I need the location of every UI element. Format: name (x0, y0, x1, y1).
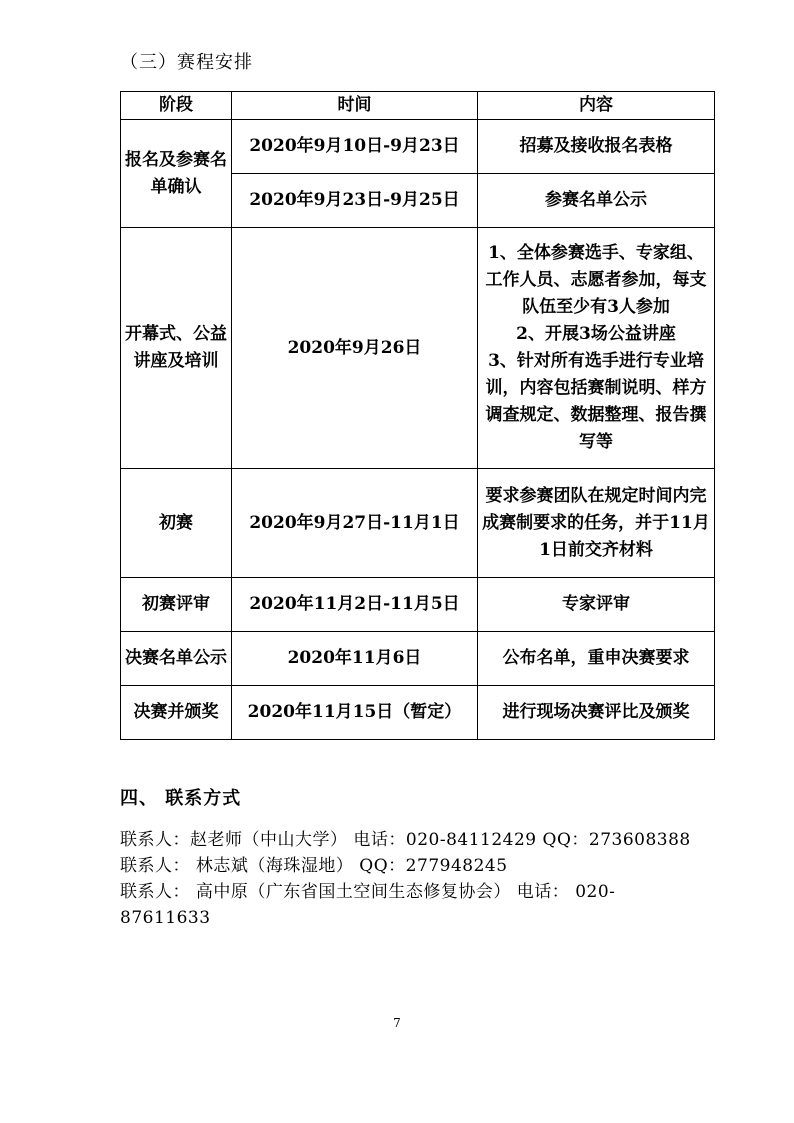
content-line: 2、开展3场公益讲座 (516, 324, 676, 344)
contact-line: 联系人：赵老师（中山大学） 电话：020-84112429 QQ：273608388 (120, 830, 691, 850)
header-stage: 阶段 (121, 92, 232, 120)
content-cell: 招募及接收报名表格 (478, 120, 715, 174)
stage-cell: 初赛评审 (121, 578, 232, 632)
contact-line: 联系人： 高中原（广东省国土空间生态修复协会） 电话： 020-87611633 (120, 882, 616, 928)
content-cell: 参赛名单公示 (478, 174, 715, 228)
schedule-table (120, 91, 715, 740)
table-row (121, 228, 715, 469)
stage-cell: 决赛并颁奖 (121, 686, 232, 740)
table-row (121, 578, 715, 632)
content-cell (478, 228, 715, 469)
stage-cell: 决赛名单公示 (121, 632, 232, 686)
content-line: 1、全体参赛选手、专家组、工作人员、志愿者参加，每支队伍至少有3人参加 (485, 243, 707, 317)
time-cell: 2020年9月27日-11月1日 (232, 469, 478, 578)
header-content: 内容 (478, 92, 715, 120)
table-header-row (121, 92, 715, 120)
content-line: 3、针对所有选手进行专业培训，内容包括赛制说明、样方调查规定、数据整理、报告撰写等 (485, 351, 707, 452)
time-cell: 2020年9月26日 (232, 228, 478, 469)
contact-line: 联系人： 林志斌（海珠湿地） QQ：277948245 (120, 856, 508, 876)
page-number: 7 (393, 1016, 401, 1030)
stage-cell: 报名及参赛名单确认 (121, 120, 232, 228)
stage-cell: 初赛 (121, 469, 232, 578)
table-row (121, 686, 715, 740)
time-cell: 2020年11月15日（暂定） (232, 686, 478, 740)
content-cell: 进行现场决赛评比及颁奖 (478, 686, 715, 740)
header-time: 时间 (232, 92, 478, 120)
content-cell: 专家评审 (478, 578, 715, 632)
table-row (121, 120, 715, 174)
section-title: （三）赛程安排 (120, 52, 253, 73)
time-cell: 2020年11月2日-11月5日 (232, 578, 478, 632)
content-cell: 要求参赛团队在规定时间内完成赛制要求的任务，并于11月1日前交齐材料 (478, 469, 715, 578)
content-cell: 公布名单，重申决赛要求 (478, 632, 715, 686)
table-row (121, 469, 715, 578)
table-row (121, 632, 715, 686)
time-cell: 2020年11月6日 (232, 632, 478, 686)
time-cell: 2020年9月10日-9月23日 (232, 120, 478, 174)
stage-cell: 开幕式、公益讲座及培训 (121, 228, 232, 469)
contact-heading: 四、 联系方式 (120, 788, 242, 809)
time-cell: 2020年9月23日-9月25日 (232, 174, 478, 228)
